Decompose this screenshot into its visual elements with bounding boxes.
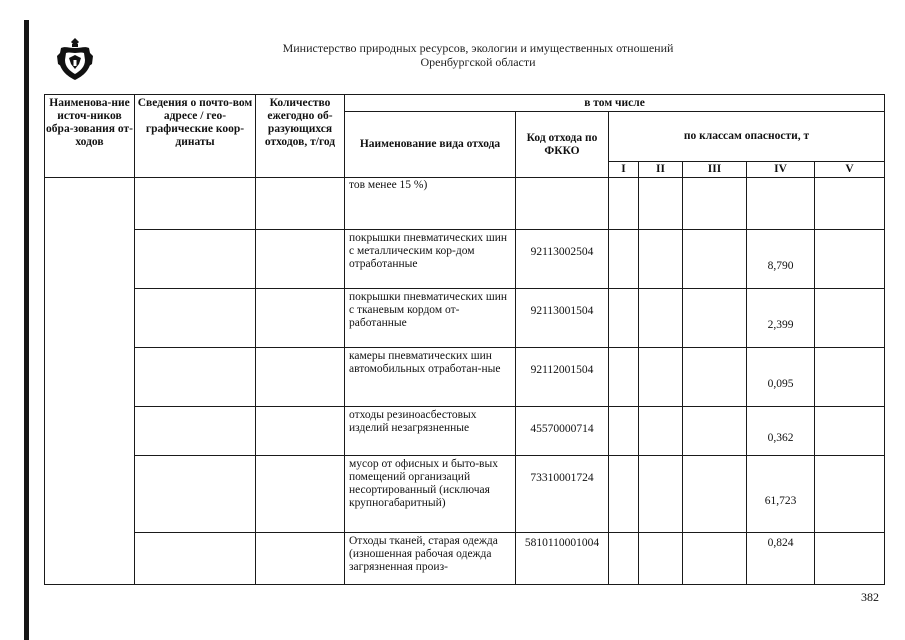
col-waste-name-header: Наименование вида отхода <box>345 112 516 178</box>
class-header: I <box>609 162 639 178</box>
waste-name-cell: покрышки пневматических шин с металлическим кор-дом отработанные <box>345 230 516 289</box>
header-line-2: Оренбургской области <box>420 55 536 69</box>
class-header: IV <box>747 162 815 178</box>
quantity-cell <box>256 178 345 230</box>
col-address-header: Сведения о почто-вом адресе / гео-графические коор-динаты <box>135 95 256 178</box>
footer-line <box>44 584 884 585</box>
class-iii-cell <box>683 230 747 289</box>
class-iv-cell: 2,399 <box>747 289 815 348</box>
code-cell: 5810110001004 <box>516 533 609 585</box>
class-iv-cell: 0,824 <box>747 533 815 585</box>
quantity-cell <box>256 533 345 585</box>
class-v-cell <box>815 178 885 230</box>
class-v-cell <box>815 230 885 289</box>
code-cell: 45570000714 <box>516 407 609 456</box>
class-v-cell <box>815 348 885 407</box>
left-margin-bar <box>24 20 29 640</box>
group-hazard-header: по классам опасности, т <box>609 112 885 162</box>
class-iii-cell <box>683 289 747 348</box>
group-including-header: в том числе <box>345 95 885 112</box>
class-iii-cell <box>683 178 747 230</box>
quantity-cell <box>256 407 345 456</box>
class-ii-cell <box>639 289 683 348</box>
col-code-header: Код отхода по ФККО <box>516 112 609 178</box>
coat-of-arms-icon <box>57 36 93 82</box>
waste-table <box>44 94 885 585</box>
class-iv-cell <box>747 178 815 230</box>
table-row <box>45 407 885 456</box>
class-v-cell <box>815 533 885 585</box>
class-ii-cell <box>639 348 683 407</box>
quantity-cell <box>256 230 345 289</box>
waste-name-cell: покрышки пневматических шин с тканевым кордом от-работанные <box>345 289 516 348</box>
address-cell <box>135 230 256 289</box>
class-v-cell <box>815 456 885 533</box>
waste-name-cell: камеры пневматических шин автомобильных отработан-ные <box>345 348 516 407</box>
class-iii-cell <box>683 456 747 533</box>
class-header: II <box>639 162 683 178</box>
header-line-1: Министерство природных ресурсов, экологии и имущественных отношений <box>282 41 674 55</box>
code-cell <box>516 178 609 230</box>
table-row <box>45 533 885 585</box>
waste-name-cell: отходы резиноасбестовых изделий незагрязненные <box>345 407 516 456</box>
table-row <box>45 178 885 230</box>
code-cell: 92113001504 <box>516 289 609 348</box>
col-quantity-header: Количество ежегодно об-разующихся отходов, т/год <box>256 95 345 178</box>
class-i-cell <box>609 407 639 456</box>
class-iv-cell: 0,095 <box>747 348 815 407</box>
code-cell: 92112001504 <box>516 348 609 407</box>
class-i-cell <box>609 348 639 407</box>
page-number: 382 <box>861 590 879 604</box>
class-ii-cell <box>639 178 683 230</box>
class-ii-cell <box>639 230 683 289</box>
class-i-cell <box>609 178 639 230</box>
class-header: V <box>815 162 885 178</box>
class-header: III <box>683 162 747 178</box>
address-cell <box>135 533 256 585</box>
class-v-cell <box>815 289 885 348</box>
waste-name-cell: мусор от офисных и быто-вых помещений организаций несортированный (исключая крупногабаритный) <box>345 456 516 533</box>
class-v-cell <box>815 407 885 456</box>
class-iv-cell: 61,723 <box>747 456 815 533</box>
quantity-cell <box>256 456 345 533</box>
class-iii-cell <box>683 348 747 407</box>
ministry-header <box>200 41 756 69</box>
waste-name-cell: тов менее 15 %) <box>345 178 516 230</box>
code-cell: 92113002504 <box>516 230 609 289</box>
waste-name-cell: Отходы тканей, старая одежда (изношенная рабочая одежда загрязненная произ- <box>345 533 516 585</box>
address-cell <box>135 348 256 407</box>
table-row <box>45 348 885 407</box>
class-iv-cell: 8,790 <box>747 230 815 289</box>
source-cell <box>45 178 135 585</box>
address-cell <box>135 178 256 230</box>
class-i-cell <box>609 456 639 533</box>
class-iv-cell: 0,362 <box>747 407 815 456</box>
code-cell: 73310001724 <box>516 456 609 533</box>
table-row <box>45 289 885 348</box>
class-i-cell <box>609 533 639 585</box>
table-row <box>45 456 885 533</box>
quantity-cell <box>256 289 345 348</box>
col-source-header: Наименова-ние источ-ников обра-зования от-ходов <box>45 95 135 178</box>
quantity-cell <box>256 348 345 407</box>
table-row <box>45 230 885 289</box>
address-cell <box>135 289 256 348</box>
address-cell <box>135 456 256 533</box>
class-ii-cell <box>639 407 683 456</box>
class-iii-cell <box>683 407 747 456</box>
class-ii-cell <box>639 456 683 533</box>
class-i-cell <box>609 289 639 348</box>
class-iii-cell <box>683 533 747 585</box>
address-cell <box>135 407 256 456</box>
class-i-cell <box>609 230 639 289</box>
class-ii-cell <box>639 533 683 585</box>
